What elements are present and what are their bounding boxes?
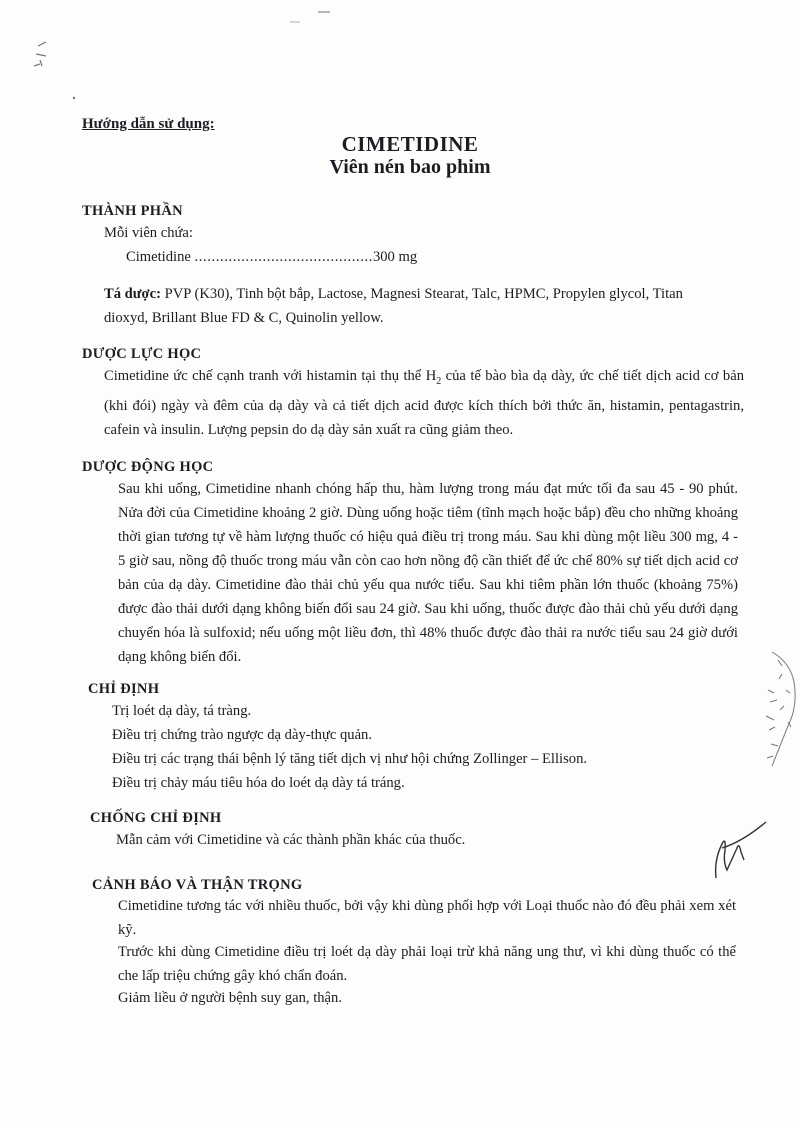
pharmacodynamics-text — [104, 364, 744, 442]
indications-heading: CHỈ ĐỊNH — [88, 681, 160, 697]
ingredient-name: Cimetidine — [126, 249, 191, 265]
indication-item: Điều trị chứng trào ngược dạ dày-thực quản. — [112, 727, 373, 743]
stamp-edge-mark — [766, 652, 795, 766]
pharmacokinetics-text: Sau khi uống, Cimetidine nhanh chóng hấp thu, hàm lượng trong máu đạt mức tối đa sau 45 - 90 phút. Nửa đời của Cimetidine khoảng 2 giờ. Dùng uống hoặc tiêm (tĩnh mạch hoặc bắp) đều cho những khoảng thời gian tương tự về hàm lượng thuốc có hiệu quả điều trị trong máu. Sau khi dùng một liều 300 mg, 4 - 5 giờ sau, nồng độ thuốc trong máu vẫn còn cao hơn nồng độ cần thiết để ức chế 80% sự tiết dịch acid cơ bản của dạ dày. Cimetidine đào thải chủ yếu qua nước tiểu. Sau khi tiêm phần lớn thuốc (khoảng 75%) được đào thải dưới dạng không biến đổi sau 24 giờ. Sau khi uống, thuốc được đào thải chủ yếu dưới dạng chuyển hóa là sulfoxid; nếu uống một liều đơn, thì 48% thuốc được đào thải ra nước tiểu sau 24 giờ dưới dạng không biến đổi. — [118, 481, 738, 665]
handwritten-signature — [716, 822, 766, 878]
excipients-line-2: dioxyd, Brillant Blue FD & C, Quinolin yellow. — [104, 310, 384, 326]
usage-guide-label: Hướng dẫn sử dụng: — [82, 116, 215, 132]
pharmacokinetics-heading: DƯỢC ĐỘNG HỌC — [82, 459, 214, 475]
warnings-paragraph-3: Giảm liều ở người bệnh suy gan, thận. — [118, 990, 342, 1006]
indications-list — [112, 699, 752, 795]
dosage-form-title: Viên nén bao phim — [329, 156, 491, 178]
indication-item: Điều trị các trạng thái bệnh lý tăng tiết dịch vị như hội chứng Zollinger – Ellison. — [112, 751, 588, 767]
indication-item: Điều trị chảy máu tiêu hóa do loét dạ dày tá tráng. — [112, 775, 405, 791]
drug-name-title: CIMETIDINE — [341, 132, 479, 156]
dot-leader: .......................................... — [194, 249, 373, 265]
excipients-paragraph — [104, 282, 744, 330]
scan-dot — [73, 97, 75, 99]
pharmacodynamics-text-pre: Cimetidine ức chế cạnh tranh với histamin tại thụ thể H — [104, 368, 437, 384]
indication-item: Trị loét dạ dày, tá tràng. — [112, 703, 252, 719]
warnings-paragraph-1: Cimetidine tương tác với nhiều thuốc, bởi vậy khi dùng phối hợp với Loại thuốc nào đó đều phải xem xét kỹ. — [118, 898, 736, 938]
warnings-paragraph-2: Trước khi dùng Cimetidine điều trị loét dạ dày phải loại trừ khả năng ung thư, vì khi dùng thuốc có thể che lấp triệu chứng gây khó chẩn đoán. — [118, 944, 736, 984]
pharmacodynamics-heading: DƯỢC LỰC HỌC — [82, 346, 202, 362]
scan-mark-left — [34, 42, 46, 66]
contraindications-text: Mẫn cảm với Cimetidine và các thành phần khác của thuốc. — [116, 832, 466, 848]
ingredient-amount: 300 mg — [372, 249, 418, 265]
composition-heading: THÀNH PHẦN — [82, 203, 183, 219]
excipients-label: Tá dược: — [104, 286, 161, 302]
excipients-line-1: PVP (K30), Tinh bột bắp, Lactose, Magnesi Stearat, Talc, HPMC, Propylen glycol, Titan — [164, 286, 683, 302]
per-tablet-label: Mỗi viên chứa: — [104, 225, 193, 241]
ingredient-line — [126, 245, 417, 269]
pharmacodynamics-text-post: của tế bào bìa dạ dày, ức chế tiết dịch acid cơ bản (khi đói) ngày và đêm của dạ dày và cả tiết dịch acid được kích thích bởi thức ăn, histamin, pentagastrin, cafein và insulin. Lượng pepsin do dạ dày sản xuất ra cũng giảm theo. — [104, 368, 744, 438]
warnings-heading: CẢNH BÁO VÀ THẬN TRỌNG — [92, 877, 303, 893]
contraindications-heading: CHỐNG CHỈ ĐỊNH — [90, 810, 222, 826]
h2-subscript: 2 — [436, 375, 442, 387]
